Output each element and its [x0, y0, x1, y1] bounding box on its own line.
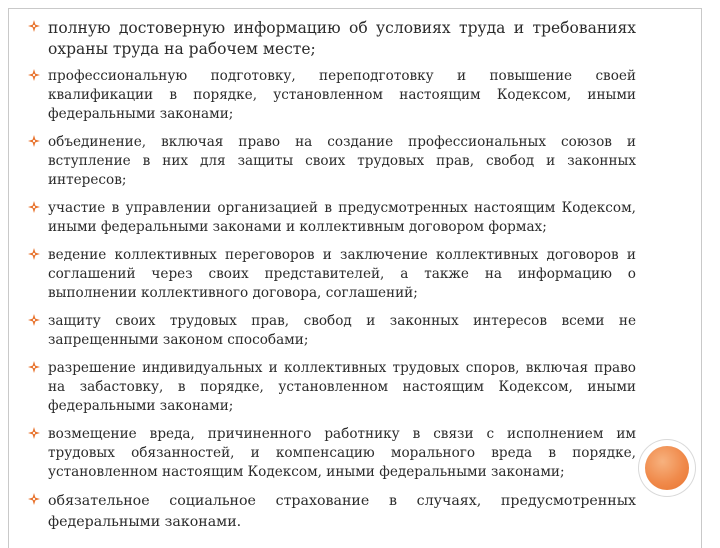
list-item	[26, 199, 636, 237]
list-item-text: полную достоверную информацию об условиях труда и требованиях охраны труда на рабочем месте;	[48, 19, 636, 58]
list-item-text: ведение коллективных переговоров и заключение коллективных договоров и соглашений через своих представителей, а также на информацию о выполнении коллективного договора, соглашений;	[48, 247, 636, 301]
compass-star-icon	[28, 361, 40, 373]
compass-star-icon	[28, 20, 40, 32]
orange-circle-decoration	[645, 446, 689, 490]
list-item-text: возмещение вреда, причиненного работнику в связи с исполнением им трудовых обязанностей, и компенсацию морального вреда в порядке, установленном настоящим Кодексом, иными федеральными законами;	[48, 426, 636, 480]
list-item-text: участие в управлении организацией в предусмотренных настоящим Кодексом, иными федеральными законами и коллективным договором формах;	[48, 200, 636, 235]
rights-list	[26, 18, 636, 533]
list-item	[26, 312, 636, 350]
compass-star-icon	[28, 135, 40, 147]
list-item	[26, 67, 636, 124]
list-item-text: объединение, включая право на создание профессиональных союзов и вступление в них для защиты своих трудовых прав, свобод и законных интересов;	[48, 134, 636, 188]
list-item	[26, 133, 636, 190]
list-item	[26, 425, 636, 482]
list-item-text: разрешение индивидуальных и коллективных трудовых споров, включая право на забастовку, в порядке, установленном настоящим Кодексом, иными федеральными законами;	[48, 360, 636, 414]
list-item-text: профессиональную подготовку, переподготовку и повышение своей квалификации в порядке, установленном настоящим Кодексом, иными федеральными законами;	[48, 68, 636, 122]
compass-star-icon	[28, 493, 40, 505]
compass-star-icon	[28, 314, 40, 326]
list-item-text: обязательное социальное страхование в случаях, предусмотренных федеральными законами.	[48, 493, 636, 530]
compass-star-icon	[28, 201, 40, 213]
list-item	[26, 18, 636, 60]
compass-star-icon	[28, 427, 40, 439]
list-item	[26, 491, 636, 533]
compass-star-icon	[28, 248, 40, 260]
list-item-text: защиту своих трудовых прав, свобод и законных интересов всеми не запрещенными законом способами;	[48, 313, 636, 348]
list-item	[26, 359, 636, 416]
list-item	[26, 246, 636, 303]
compass-star-icon	[28, 69, 40, 81]
